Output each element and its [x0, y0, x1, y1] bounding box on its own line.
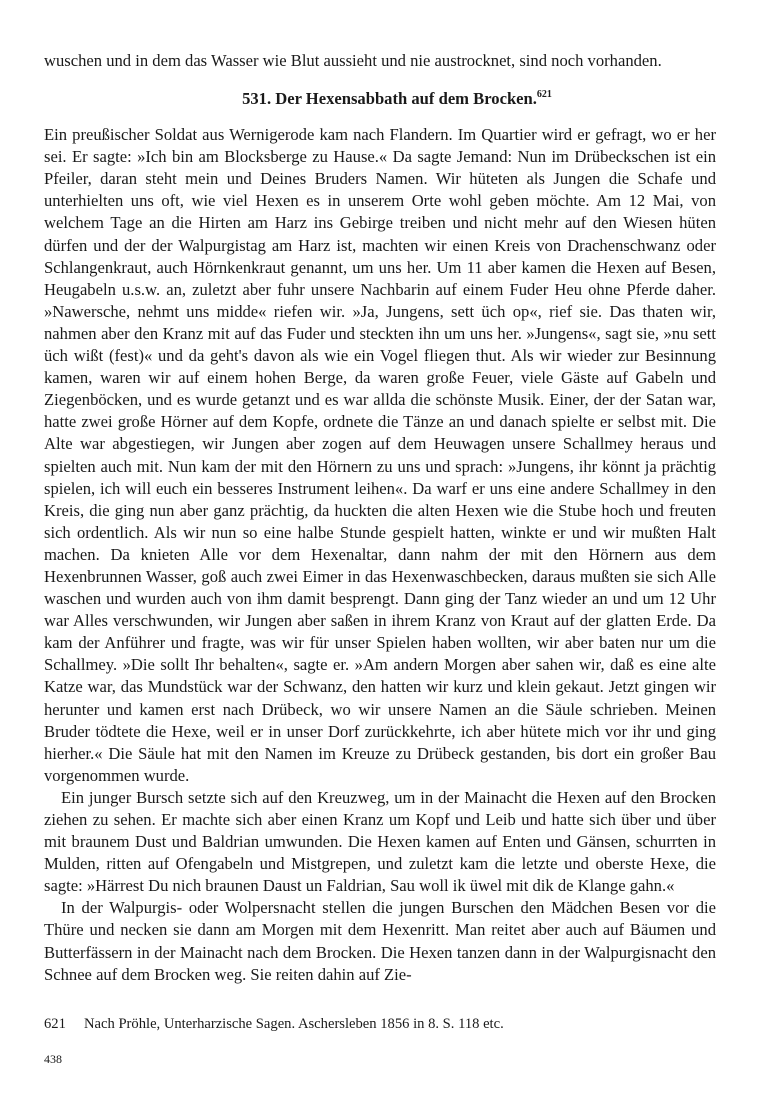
footnote-reference: 621 — [536, 89, 552, 101]
paragraph-walpurgis-night: In der Walpurgis- oder Wolpersnacht stellen die jungen Burschen den Mädchen Besen vor die Thüre und necken sie dann am Morgen mit dem Hexenritt. Man reitet aber auch auf Bäumen und Butterfässern in der Mainacht nach dem Brocken. Die Hexen tanzen dann in der Walpurgisnacht den Schnee auf dem Brocken weg. Sie reiten dahin auf Zie- — [44, 898, 716, 984]
footnote — [44, 1015, 716, 1033]
main-text-block — [44, 50, 716, 986]
paragraph-soldier-story: Ein preußischer Soldat aus Wernigerode kam nach Flandern. Im Quartier wird er gefragt, wo er her sei. Er sagte: »Ich bin am Blocksberge zu Hause.« Da sagte Jemand: Nun im Drübeckschen ist ein Pfeiler, daran steht mein und Deines Bruders Namen. Wir hüteten als Jungen die Schafe und unterhielten uns oft, wie viel Hexen es in unserem Orte wohl geben möchte. Am 12 Mai, von welchem Tage an die Hirten am Harz ins Gebirge treiben und nicht mehr auf den Wiesen hüten dürfen und der der Walpurgistag am Harz ist, machten wir einen Kreis von Drachenschwanz oder Schlangenkraut, auch Hörnkenkraut genannt, um uns her. Um 11 aber kamen die Hexen auf Besen, Heugabeln u.s.w. an, zuletzt aber fuhr unsere Nachbarin auf einem Fuder Heu ohne Pferde daher. »Nawersche, nehmt uns midde« riefen wir. »Ja, Jungens, sett üch op«, rief sie. Das thaten wir, nahmen aber den Kranz mit auf das Fuder und steckten ihn um uns her. »Jungens«, sagt sie, »nu sett üch wißt (fest)« und da geht's davon als wie ein Vogel fliegen thut. Als wir wieder zur Besinnung kamen, waren wir auf einem hohen Berge, da waren große Feuer, viele Gäste auf Gabeln und Ziegenböcken, und es wurde getanzt und es war allda die schönste Musik. Einer, der der Satan war, hatte zwei große Hörner auf dem Kopfe, ordnete die Tänze an und danach spielte er selbst mit. Die Alte war abgestiegen, wir Jungen aber zogen auf dem Heuwagen unsere Schallmey heraus und spielten auch mit. Nun kam der mit den Hörnern zu uns und sprach: »Jungens, ihr könnt ja prächtig spielen, ich will euch ein besseres Instrument leihen«. Da warf er uns eine andere Schallmey in den Kreis, die ging nun aber ganz prächtig, da huckten die alten Hexen wie die Stube hoch und freuten sich ordentlich. Als wir nun so eine halbe Stunde gespielt hatten, winkte er und wir mußten Halt machen. Da knieten Alle vor dem Hexenaltar, dann nahm der mit den Hörnern aus dem Hexenbrunnen Wasser, goß auch zwei Eimer in das Hexenwaschbecken, daraus mußten sie sich Alle waschen und wurden auch von ihm damit besprengt. Dann ging der Tanz wieder an und um 12 Uhr war Alles verschwunden, wir Jungen aber saßen in ihrem Kranz von Kraut auf der glatten Erde. Da kam der Anführer und fragte, was wir für unser Spielen haben wollten, wir aber baten nur um die Schallmey. »Die sollt Ihr behalten«, sagte er. »Am andern Morgen aber sahen wir, daß es eine alte Katze war, das Mundstück war der Schwanz, den hatten wir kurz und klein gekaut. Jetzt gingen wir herunter und kamen erst nach Drübeck, wo wir unsere Namen an die Säule schrieben. Meinen Bruder tödtete die Hexe, weil er in unser Dorf zurückkehrte, ich aber hütete mich vor ihr und ging hierher.« Die Säule hat mit den Namen im Kreuze zu Drübeck gestanden, bis dort ein großer Bau vorgenommen wurde. — [44, 125, 716, 785]
opening-text: wuschen und in dem das Wasser wie Blut aussieht und nie austrocknet, sind noch vorhanden. — [44, 51, 662, 70]
paragraph-young-lad: Ein junger Bursch setzte sich auf den Kreuzweg, um in der Mainacht die Hexen auf den Brocken ziehen zu sehen. Er machte sich aber einen Kranz um Kopf und Leib und hatte sich über und über mit braunem Dust und Baldrian umwunden. Die Hexen kamen auf Enten und Gänsen, schurrten in Mulden, ritten auf Ofengabeln und Mistgrepen, und zuletzt kam die letzte und oberste Hexe, die sagte: »Härrest Du nich braunen Daust un Faldrian, Sau woll ik üwel mit dik de Klange gahn.« — [44, 787, 716, 896]
section-title: 531. Der Hexensabbath auf dem Brocken. — [242, 89, 537, 109]
page-number: 438 — [44, 1052, 62, 1066]
section-heading — [44, 88, 716, 110]
footnote-number: 621 — [44, 1016, 66, 1032]
footnote-text: Nach Pröhle, Unterharzische Sagen. Aschersleben 1856 in 8. S. 118 etc. — [84, 1016, 504, 1032]
